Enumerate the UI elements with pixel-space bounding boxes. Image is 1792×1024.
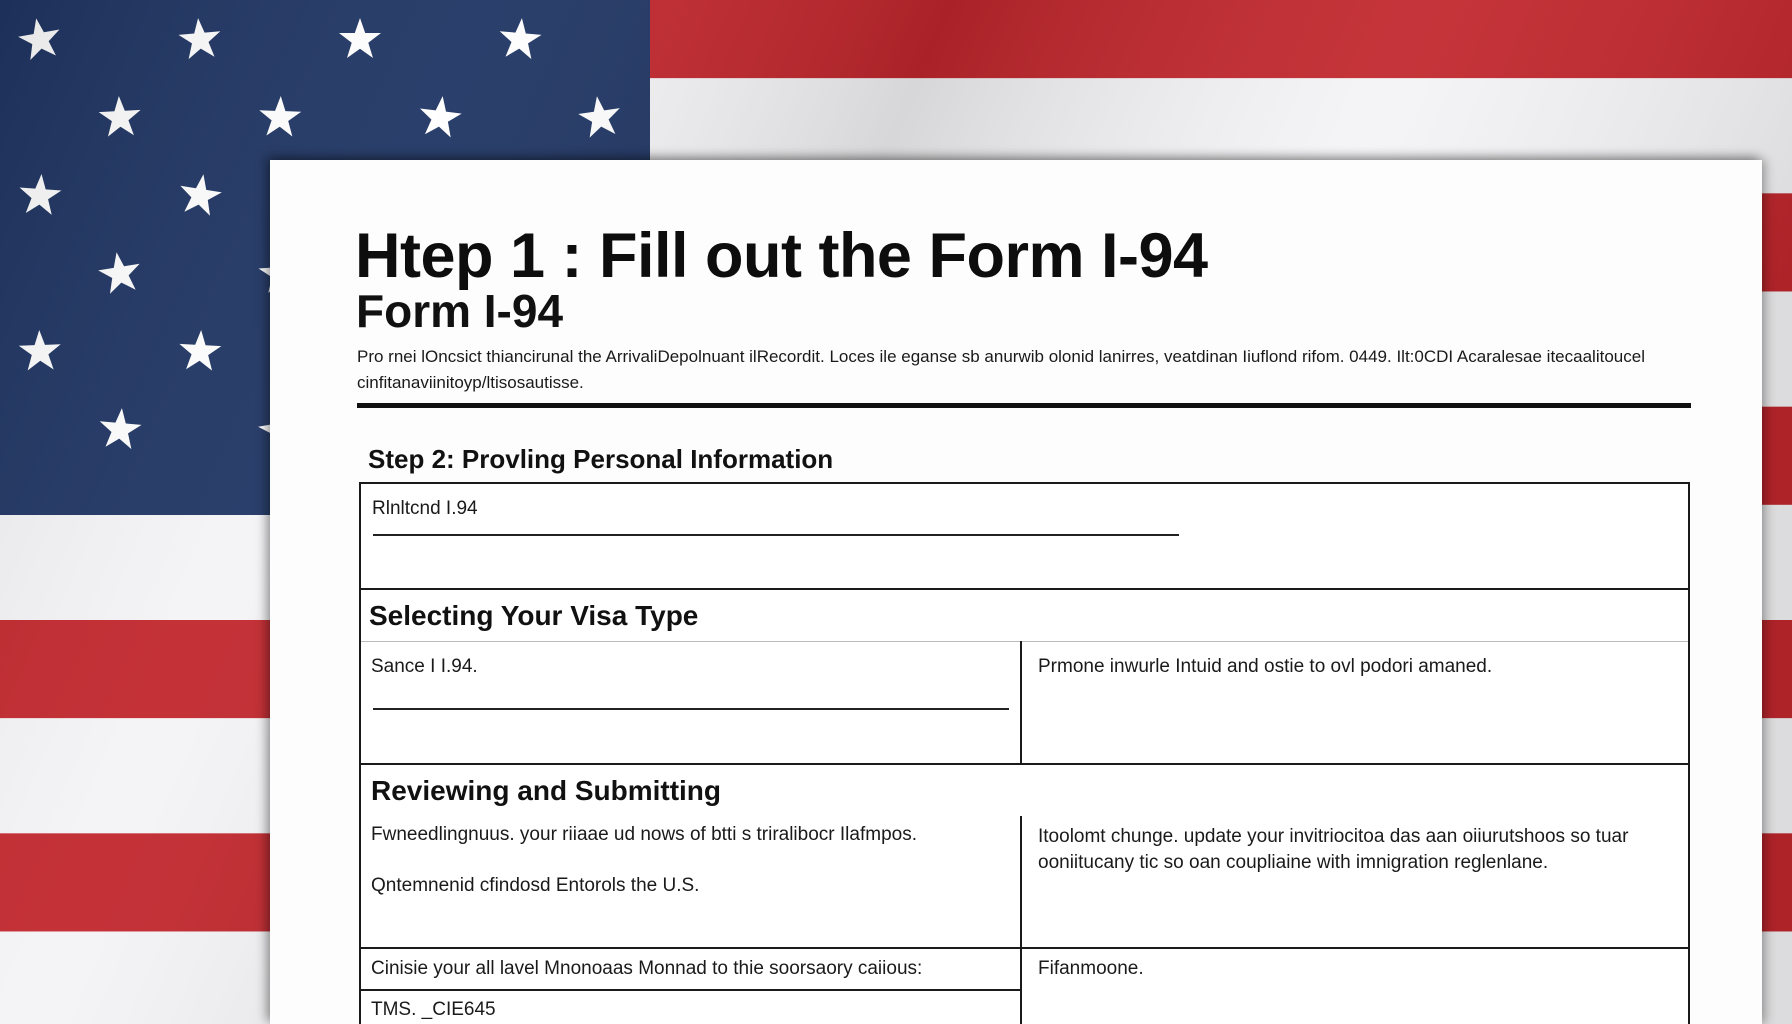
row-divider — [361, 588, 1688, 590]
row-divider — [361, 989, 1022, 991]
field-label-visa: Sance I I.94. — [371, 656, 478, 677]
section-divider — [357, 403, 1691, 408]
review-left-line-2: Qntemnenid cfindosd Entorols the U.S. — [371, 875, 700, 896]
document-subtitle: Form I-94 — [356, 285, 564, 337]
review-instructions: Itoolomt chunge. update your invitriocitoa das aan oiiurutshoos so tuar ooniitucany tic so oan coupliaine with imnigration reglenlane. — [1038, 826, 1629, 873]
column-divider — [1020, 816, 1022, 1024]
last-row-right-text: Fifanmoone. — [1038, 958, 1144, 979]
row-divider-light — [361, 641, 1688, 642]
field-input-i94[interactable] — [373, 534, 1179, 536]
form-document — [270, 160, 1762, 1024]
last-row-left-text: Cinisie your all lavel Mnonoaas Monnad to thie soorsaory caiious: — [371, 958, 923, 979]
intro-paragraph: Pro rnei lOncsict thiancirunal the ArrivaliDepolnuant ilRecordit. Loces ile eganse sb anurwib olonid lanirres, veatdinan Iiuflond rifom. 0449. Ilt:0CDI Acaralesae itecaalitoucel cinfitanaviinitoyp/ltisosautisse. — [357, 347, 1645, 392]
last-row-code: TMS. _CIE645 — [371, 999, 496, 1020]
visa-type-instructions: Prmone inwurle Intuid and ostie to ovl podori amaned. — [1038, 656, 1493, 677]
column-divider — [1020, 641, 1022, 763]
form-table — [359, 482, 1690, 1024]
field-input-visa[interactable] — [373, 708, 1009, 710]
visa-type-heading: Selecting Your Visa Type — [369, 600, 699, 631]
step2-heading: Step 2: Provling Personal Information — [368, 444, 834, 474]
review-submit-heading: Reviewing and Submitting — [371, 775, 722, 806]
row-divider — [361, 947, 1688, 949]
review-left-line-1: Fwneedlingnuus. your riiaae ud nows of btti s triralibocr Ilafmpos. — [371, 824, 917, 845]
field-label-i94: Rlnltcnd I.94 — [372, 498, 478, 519]
row-divider — [361, 763, 1688, 765]
document-title: Htep 1 : Fill out the Form I-94 — [355, 221, 1208, 291]
